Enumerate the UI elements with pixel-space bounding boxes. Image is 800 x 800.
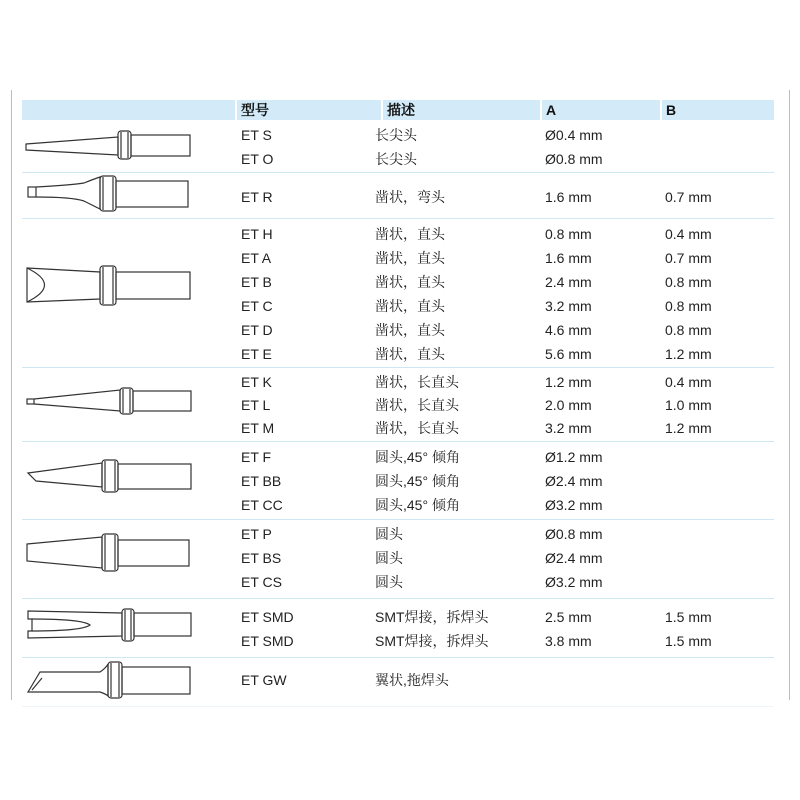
model-cell: ET BB (241, 473, 282, 489)
b-cell: 0.4 mm (665, 226, 712, 242)
model-cell: ET S (241, 127, 272, 143)
tip-group-long-straight-chisel (22, 367, 774, 442)
model-cell: ET C (241, 298, 273, 314)
a-cell: 1.6 mm (545, 250, 592, 266)
b-cell: 1.2 mm (665, 346, 712, 362)
b-cell: 0.8 mm (665, 322, 712, 338)
description-cell: 凿状，直头 (375, 250, 445, 266)
description-cell: 圆头,45° 倾角 (375, 497, 460, 513)
header-model: 型号 (237, 100, 381, 120)
long-conical-tip-icon (22, 122, 222, 172)
description-cell: 凿状，长直头 (375, 374, 459, 390)
description-cell: 圆头,45° 倾角 (375, 473, 460, 489)
table-header (22, 100, 774, 120)
model-cell: ET R (241, 189, 273, 205)
description-cell: 凿状，长直头 (375, 420, 459, 436)
model-cell: ET P (241, 526, 272, 542)
a-cell: 4.6 mm (545, 322, 592, 338)
b-cell: 1.5 mm (665, 633, 712, 649)
b-cell (665, 445, 775, 469)
b-cell: 0.7 mm (665, 189, 712, 205)
model-cell: ET E (241, 346, 272, 362)
description-cell: 圆头 (375, 550, 403, 566)
model-cell: ET L (241, 397, 271, 413)
long-straight-chisel-tip-icon (22, 368, 222, 442)
model-cell: ET F (241, 449, 272, 465)
description-cell: 凿状，弯头 (375, 189, 445, 205)
b-cell: 0.7 mm (665, 250, 712, 266)
description-cell: SMT焊接，拆焊头 (375, 609, 489, 625)
a-cell: 5.6 mm (545, 346, 592, 362)
b-cell: 0.8 mm (665, 274, 712, 290)
model-cell: ET SMD (241, 609, 294, 625)
a-cell: Ø0.8 mm (545, 526, 603, 542)
b-cell (665, 147, 775, 171)
a-cell: Ø3.2 mm (545, 574, 603, 590)
a-cell: Ø1.2 mm (545, 449, 603, 465)
b-cell: 0.4 mm (665, 374, 712, 390)
a-cell: Ø2.4 mm (545, 473, 603, 489)
b-cell (665, 469, 775, 493)
frame-left-border (11, 90, 12, 700)
b-cell (665, 522, 775, 546)
model-cell: ET K (241, 374, 272, 390)
model-cell: ET CS (241, 574, 282, 590)
description-cell: 凿状，直头 (375, 298, 445, 314)
smd-fork-tip-icon (22, 599, 222, 658)
b-cell (665, 668, 775, 692)
tip-group-smd-fork (22, 598, 774, 658)
tip-group-round-conical (22, 519, 774, 599)
model-cell: ET GW (241, 672, 287, 688)
b-cell: 1.5 mm (665, 609, 712, 625)
model-cell: ET A (241, 250, 272, 266)
description-cell: 长尖头 (375, 127, 417, 143)
a-cell: Ø2.4 mm (545, 550, 603, 566)
table-bottom-divider (22, 706, 774, 707)
a-cell: Ø0.4 mm (545, 127, 603, 143)
description-cell: 圆头 (375, 574, 403, 590)
b-cell (665, 546, 775, 570)
model-cell: ET H (241, 226, 273, 242)
model-cell: ET D (241, 322, 273, 338)
b-cell: 0.8 mm (665, 298, 712, 314)
tip-group-gull-wing (22, 657, 774, 707)
model-cell: ET B (241, 274, 272, 290)
a-cell: 2.5 mm (545, 609, 592, 625)
frame-right-border (789, 90, 790, 700)
bevel-45-tip-icon (22, 442, 222, 520)
round-conical-tip-icon (22, 520, 222, 599)
tip-group-straight-chisel (22, 218, 774, 368)
model-cell: ET SMD (241, 633, 294, 649)
tip-group-bevel-45 (22, 441, 774, 520)
description-cell: 长尖头 (375, 151, 417, 167)
header-a: A (542, 100, 660, 120)
a-cell: 3.2 mm (545, 420, 592, 436)
a-cell: 1.6 mm (545, 189, 592, 205)
description-cell: 圆头 (375, 526, 403, 542)
a-cell: Ø3.2 mm (545, 497, 603, 513)
a-cell: 3.8 mm (545, 633, 592, 649)
a-cell: 0.8 mm (545, 226, 592, 242)
description-cell: 翼状,拖焊头 (375, 672, 449, 688)
description-cell: 凿状，直头 (375, 274, 445, 290)
a-cell: 3.2 mm (545, 298, 592, 314)
model-cell: ET O (241, 151, 274, 167)
header-image (22, 100, 235, 120)
a-cell: 2.0 mm (545, 397, 592, 413)
gull-wing-tip-icon (22, 658, 222, 707)
description-cell: 凿状，直头 (375, 322, 445, 338)
model-cell: ET BS (241, 550, 282, 566)
description-cell: SMT焊接，拆焊头 (375, 633, 489, 649)
b-cell (665, 123, 775, 147)
b-cell (665, 493, 775, 517)
model-cell: ET CC (241, 497, 283, 513)
a-cell (545, 668, 655, 692)
description-cell: 凿状，直头 (375, 346, 445, 362)
description-cell: 凿状，直头 (375, 226, 445, 242)
a-cell: Ø0.8 mm (545, 151, 603, 167)
description-cell: 凿状，长直头 (375, 397, 459, 413)
b-cell: 1.2 mm (665, 420, 712, 436)
description-cell: 圆头,45° 倾角 (375, 449, 460, 465)
a-cell: 2.4 mm (545, 274, 592, 290)
header-b: B (662, 100, 774, 120)
bent-chisel-tip-icon (22, 173, 222, 219)
header-description: 描述 (383, 100, 540, 120)
tip-group-bent-chisel (22, 172, 774, 219)
b-cell: 1.0 mm (665, 397, 712, 413)
b-cell (665, 570, 775, 594)
a-cell: 1.2 mm (545, 374, 592, 390)
model-cell: ET M (241, 420, 275, 436)
straight-chisel-tip-icon (22, 219, 222, 368)
tip-group-long-conical (22, 122, 774, 172)
